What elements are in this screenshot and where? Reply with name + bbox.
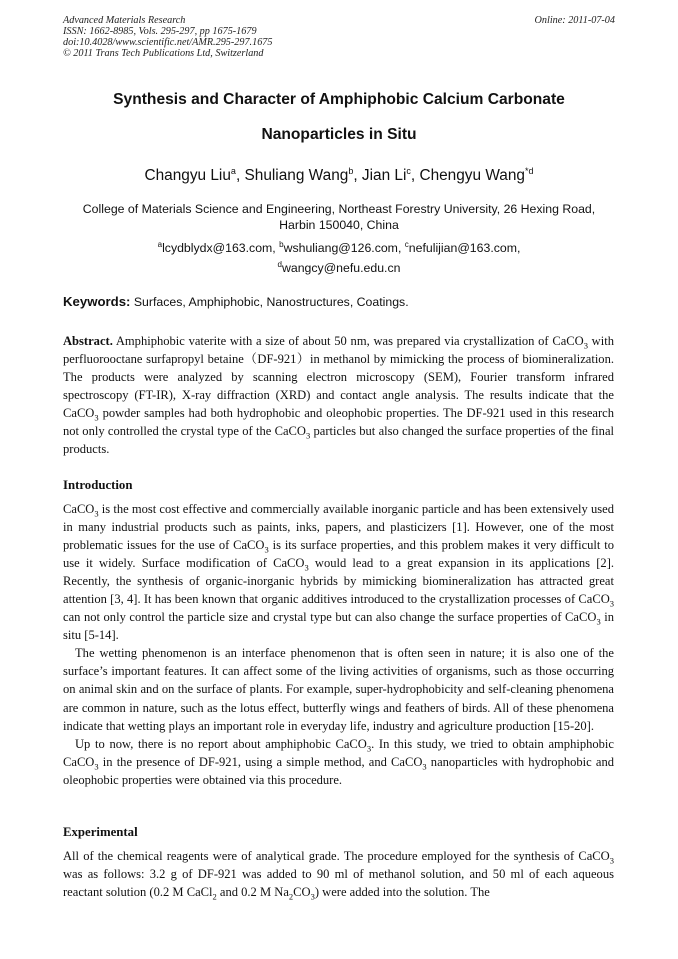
affiliation-line-1: College of Materials Science and Engineering, Northeast Forestry University, 26 Hexing Road, <box>82 202 596 216</box>
abstract: Abstract. Amphiphobic vaterite with a size of about 50 nm, was prepared via crystallization of CaCO$_3$ with perfluorooctane surfapropyl betaine（DF-921）in methanol by mimicking the process of biomineralization. The products were analyzed by scanning electron microscopy (SEM), Fourier transform infrared spectroscopy (FT-IR), X-ray diffraction (XRD) and contact angle analysis. The results indicate that the CaCO$_3$ powder samples had both hydrophobic and oleophobic properties. The DF-921 used in this research not only controlled the crystal type of the CaCO$_3$ particles but also changed the surface properties of the final products. <box>63 334 615 457</box>
author-list: Changyu Liu$^a$, Shuliang Wang$^b$, Jian Li$^c$, Chengyu Wang$^{*d}$ <box>144 166 534 185</box>
running-header <box>63 15 615 59</box>
author-mark: *d <box>524 166 534 176</box>
author-mark: c <box>406 166 411 176</box>
copyright-line: © 2011 Trans Tech Publications Ltd, Switzerland <box>63 48 264 59</box>
journal-name: Advanced Materials Research <box>63 15 186 26</box>
paragraph: The wetting phenomenon is an interface phenomenon that is often seen in nature; it is also one of the surface’s important features. It can affect some of the living activities of organisms, such as those occurring on animal skin and on the surface of plants. For example, super-hydrophobicity and self-cleaning phenomena are common in nature, such as the lotus effect, butterfly wings and feathers of birds. All of these phenomena indicate that wetting plays an important role in everyday life, industry and agriculture production [15-20]. <box>63 646 614 733</box>
keywords-text: Surfaces, Amphiphobic, Nanostructures, Coatings. <box>130 295 409 309</box>
author-name: Shuliang Wang <box>244 167 349 185</box>
email-address[interactable]: wangcy@nefu.edu.cn <box>282 260 401 275</box>
paragraph: All of the chemical reagents were of analytical grade. The procedure employed for the synthesis of CaCO$_3$ was as follows: 3.2 g of DF-921 was added to 90 ml of methanol solution, and 50 ml of each aqueous reactant solution (0.2 M CaCl$_2$ and 0.2 M $Na_2CO_3$) were added into the solution. The <box>63 849 614 902</box>
issn-line: ISSN: 1662-8985, Vols. 295-297, pp 1675-1679 <box>63 26 257 37</box>
paper-title-line-2: Nanoparticles in Situ <box>261 126 417 143</box>
experimental-body <box>63 847 614 901</box>
abstract-label: Abstract. <box>63 334 113 348</box>
online-date: Online: 2011-07-04 <box>534 15 615 26</box>
email-list: $^a$lcydblydx@163.com, $^b$wshuliang@126.com, $^c$nefulijian@163.com, $^d$wangcy@nefu.edu.cn <box>157 240 521 275</box>
doi-line: doi:10.4028/www.scientific.net/AMR.295-297.1675 <box>63 37 273 48</box>
author-name: Changyu Liu <box>144 167 231 185</box>
author-name: Jian Li <box>361 167 407 185</box>
keywords <box>63 294 623 309</box>
affiliation <box>60 202 618 233</box>
email-address[interactable]: wshuliang@126.com <box>283 241 398 256</box>
section-heading-experimental: Experimental <box>63 825 138 839</box>
affiliation-line-2: Harbin 150040, China <box>279 217 399 232</box>
section-heading-introduction: Introduction <box>63 478 133 492</box>
paragraph: Up to now, there is no report about amphiphobic CaCO$_3$. In this study, we tried to obtain amphiphobic CaCO$_3$ in the presence of DF-921, using a simple method, and CaCO$_3$ nanoparticles with hydrophobic and oleophobic properties were obtained via this procedure. <box>63 736 614 787</box>
author-mark: a <box>230 166 236 176</box>
introduction-body <box>63 500 614 789</box>
email-address[interactable]: lcydblydx@163.com <box>162 241 273 256</box>
paragraph: CaCO$_3$ is the most cost effective and commercially available inorganic particle and has been extensively used in many industrial products such as paints, inks, papers, and plasticizers [1]. However, one of the most problematic issues for the use of CaCO$_3$ is its surface properties, and this problem makes it very difficult to use it widely. Surface modification of CaCO$_3$ would lead to a great expansion in its applications [2]. Recently, the synthesis of organic-inorganic hybrids by mimicking biomineralization has attracted great attention [3, 4]. It has been known that organic additives introduced to the crystallization processes of CaCO$_3$ can not only control the particle size and crystal type but can also change the surface properties of CaCO$_3$ in situ [5-14]. <box>63 502 615 643</box>
keywords-label: Keywords: <box>63 294 131 309</box>
paper-title-line-1: Synthesis and Character of Amphiphobic Calcium Carbonate <box>113 91 565 108</box>
author-name: Chengyu Wang <box>419 167 525 185</box>
email-address[interactable]: nefulijian@163.com <box>408 241 517 256</box>
author-mark: b <box>348 166 354 176</box>
